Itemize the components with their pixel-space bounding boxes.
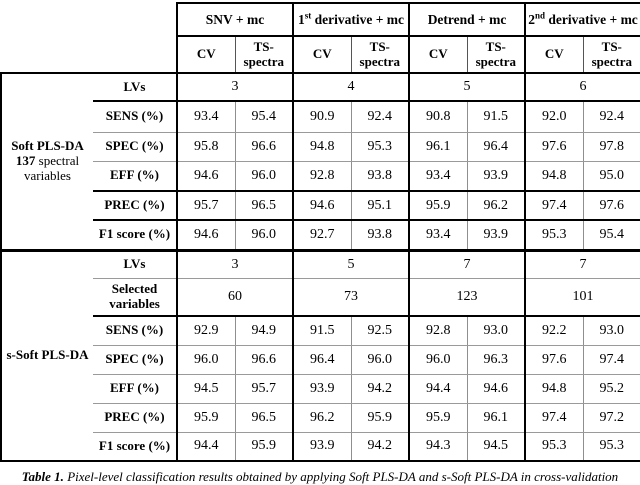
value-cell: 93.0 bbox=[467, 316, 525, 345]
value-cell: 92.8 bbox=[293, 161, 351, 191]
selected-variables-value: 123 bbox=[409, 278, 525, 316]
value-cell: 94.4 bbox=[177, 432, 235, 461]
row-label-lvs: LVs bbox=[93, 73, 177, 101]
row-label-spec: SPEC (%) bbox=[93, 345, 177, 374]
subheader-ts-spectra: TS-spectra bbox=[235, 36, 293, 73]
row-label-f1: F1 score (%) bbox=[93, 220, 177, 250]
value-cell: 90.9 bbox=[293, 101, 351, 132]
subheader-cv: CV bbox=[409, 36, 467, 73]
value-cell: 94.8 bbox=[525, 374, 583, 403]
value-cell: 95.9 bbox=[409, 191, 467, 220]
selected-variables-value: 73 bbox=[293, 278, 409, 316]
value-cell: 96.4 bbox=[293, 345, 351, 374]
value-cell: 95.9 bbox=[177, 403, 235, 432]
row-label-eff: EFF (%) bbox=[93, 161, 177, 191]
subheader-cv: CV bbox=[293, 36, 351, 73]
value-cell: 95.1 bbox=[351, 191, 409, 220]
preproc-header-2nd-derivative-mc bbox=[525, 3, 640, 36]
value-cell: 97.2 bbox=[583, 403, 640, 432]
preproc-label-sup: nd bbox=[535, 10, 546, 21]
value-cell: 96.0 bbox=[235, 161, 293, 191]
value-cell: 92.4 bbox=[583, 101, 640, 132]
row-label-prec: PREC (%) bbox=[93, 403, 177, 432]
value-cell: 97.6 bbox=[525, 345, 583, 374]
value-cell: 94.6 bbox=[177, 220, 235, 250]
value-cell: 96.6 bbox=[235, 345, 293, 374]
table-caption bbox=[14, 469, 626, 485]
lvs-value: 5 bbox=[293, 250, 409, 278]
value-cell: 95.4 bbox=[235, 101, 293, 132]
value-cell: 93.4 bbox=[409, 161, 467, 191]
value-cell: 93.8 bbox=[351, 161, 409, 191]
preproc-header-detrend-mc bbox=[409, 3, 525, 36]
value-cell: 96.2 bbox=[293, 403, 351, 432]
header-empty-corner bbox=[1, 3, 177, 73]
value-cell: 93.0 bbox=[583, 316, 640, 345]
value-cell: 94.6 bbox=[467, 374, 525, 403]
value-cell: 92.0 bbox=[525, 101, 583, 132]
lvs-value: 6 bbox=[525, 73, 640, 101]
results-table bbox=[0, 2, 640, 462]
row-label-sens: SENS (%) bbox=[93, 316, 177, 345]
value-cell: 94.5 bbox=[467, 432, 525, 461]
value-cell: 94.6 bbox=[293, 191, 351, 220]
value-cell: 93.9 bbox=[293, 374, 351, 403]
row-label-eff: EFF (%) bbox=[93, 374, 177, 403]
value-cell: 95.9 bbox=[235, 432, 293, 461]
value-cell: 94.2 bbox=[351, 432, 409, 461]
lvs-value: 3 bbox=[177, 250, 293, 278]
value-cell: 93.9 bbox=[293, 432, 351, 461]
value-cell: 97.4 bbox=[525, 191, 583, 220]
preproc-label: 2 bbox=[528, 11, 535, 27]
value-cell: 92.2 bbox=[525, 316, 583, 345]
value-cell: 93.4 bbox=[177, 101, 235, 132]
group-label-soft-plsda bbox=[1, 73, 93, 250]
value-cell: 95.3 bbox=[583, 432, 640, 461]
value-cell: 93.9 bbox=[467, 161, 525, 191]
value-cell: 97.6 bbox=[583, 191, 640, 220]
value-cell: 96.0 bbox=[409, 345, 467, 374]
preproc-label: 1 bbox=[298, 11, 305, 27]
value-cell: 93.8 bbox=[351, 220, 409, 250]
subheader-ts-spectra: TS-spectra bbox=[351, 36, 409, 73]
value-cell: 95.3 bbox=[525, 220, 583, 250]
value-cell: 94.9 bbox=[235, 316, 293, 345]
selected-variables-value: 60 bbox=[177, 278, 293, 316]
value-cell: 96.4 bbox=[467, 132, 525, 161]
value-cell: 96.3 bbox=[467, 345, 525, 374]
value-cell: 94.2 bbox=[351, 374, 409, 403]
row-label-prec: PREC (%) bbox=[93, 191, 177, 220]
value-cell: 92.9 bbox=[177, 316, 235, 345]
value-cell: 95.2 bbox=[583, 374, 640, 403]
value-cell: 95.9 bbox=[409, 403, 467, 432]
value-cell: 93.9 bbox=[467, 220, 525, 250]
preproc-label: SNV + mc bbox=[205, 11, 265, 27]
value-cell: 96.0 bbox=[351, 345, 409, 374]
value-cell: 92.8 bbox=[409, 316, 467, 345]
row-label-lvs: LVs bbox=[93, 250, 177, 278]
value-cell: 96.0 bbox=[235, 220, 293, 250]
value-cell: 95.7 bbox=[235, 374, 293, 403]
value-cell: 94.6 bbox=[177, 161, 235, 191]
value-cell: 95.4 bbox=[583, 220, 640, 250]
preproc-header-snv-mc bbox=[177, 3, 293, 36]
value-cell: 96.5 bbox=[235, 191, 293, 220]
group1-subtext bbox=[4, 154, 91, 183]
value-cell: 94.3 bbox=[409, 432, 467, 461]
preproc-label-sup: st bbox=[304, 10, 312, 21]
value-cell: 92.4 bbox=[351, 101, 409, 132]
value-cell: 97.6 bbox=[525, 132, 583, 161]
value-cell: 96.1 bbox=[467, 403, 525, 432]
value-cell: 92.5 bbox=[351, 316, 409, 345]
row-label-f1: F1 score (%) bbox=[93, 432, 177, 461]
preproc-header-1st-derivative-mc bbox=[293, 3, 409, 36]
value-cell: 94.8 bbox=[525, 161, 583, 191]
value-cell: 95.7 bbox=[177, 191, 235, 220]
caption-text: Pixel-level classification results obtained by applying Soft PLS-DA and s-Soft PLS-DA in cross-validation bbox=[63, 469, 619, 484]
preproc-label-post: derivative + mc bbox=[311, 11, 405, 27]
value-cell: 94.4 bbox=[409, 374, 467, 403]
lvs-value: 7 bbox=[409, 250, 525, 278]
value-cell: 94.5 bbox=[177, 374, 235, 403]
value-cell: 97.4 bbox=[525, 403, 583, 432]
group1-variable-text: spectral variables bbox=[24, 152, 80, 183]
subheader-ts-spectra: TS-spectra bbox=[583, 36, 640, 73]
value-cell: 91.5 bbox=[467, 101, 525, 132]
value-cell: 97.8 bbox=[583, 132, 640, 161]
value-cell: 92.7 bbox=[293, 220, 351, 250]
lvs-value: 3 bbox=[177, 73, 293, 101]
lvs-value: 7 bbox=[525, 250, 640, 278]
value-cell: 91.5 bbox=[293, 316, 351, 345]
value-cell: 90.8 bbox=[409, 101, 467, 132]
preproc-label-post: derivative + mc bbox=[545, 11, 638, 27]
value-cell: 95.3 bbox=[525, 432, 583, 461]
value-cell: 96.6 bbox=[235, 132, 293, 161]
lvs-value: 5 bbox=[409, 73, 525, 101]
subheader-cv: CV bbox=[525, 36, 583, 73]
value-cell: 93.4 bbox=[409, 220, 467, 250]
lvs-value: 4 bbox=[293, 73, 409, 101]
selected-variables-value: 101 bbox=[525, 278, 640, 316]
group-label-s-soft-plsda: s-Soft PLS-DA bbox=[1, 250, 93, 461]
row-label-spec: SPEC (%) bbox=[93, 132, 177, 161]
value-cell: 95.8 bbox=[177, 132, 235, 161]
value-cell: 95.3 bbox=[351, 132, 409, 161]
value-cell: 97.4 bbox=[583, 345, 640, 374]
value-cell: 96.0 bbox=[177, 345, 235, 374]
row-label-selected-variables: Selected variables bbox=[93, 278, 177, 316]
value-cell: 96.2 bbox=[467, 191, 525, 220]
value-cell: 95.0 bbox=[583, 161, 640, 191]
row-label-sens: SENS (%) bbox=[93, 101, 177, 132]
value-cell: 95.9 bbox=[351, 403, 409, 432]
group1-name: Soft PLS-DA bbox=[11, 138, 84, 154]
value-cell: 96.5 bbox=[235, 403, 293, 432]
caption-label: Table 1. bbox=[21, 469, 64, 484]
value-cell: 96.1 bbox=[409, 132, 467, 161]
value-cell: 94.8 bbox=[293, 132, 351, 161]
subheader-ts-spectra: TS-spectra bbox=[467, 36, 525, 73]
subheader-cv: CV bbox=[177, 36, 235, 73]
group1-variable-count: 137 bbox=[15, 152, 36, 168]
preproc-label: Detrend + mc bbox=[427, 11, 507, 27]
